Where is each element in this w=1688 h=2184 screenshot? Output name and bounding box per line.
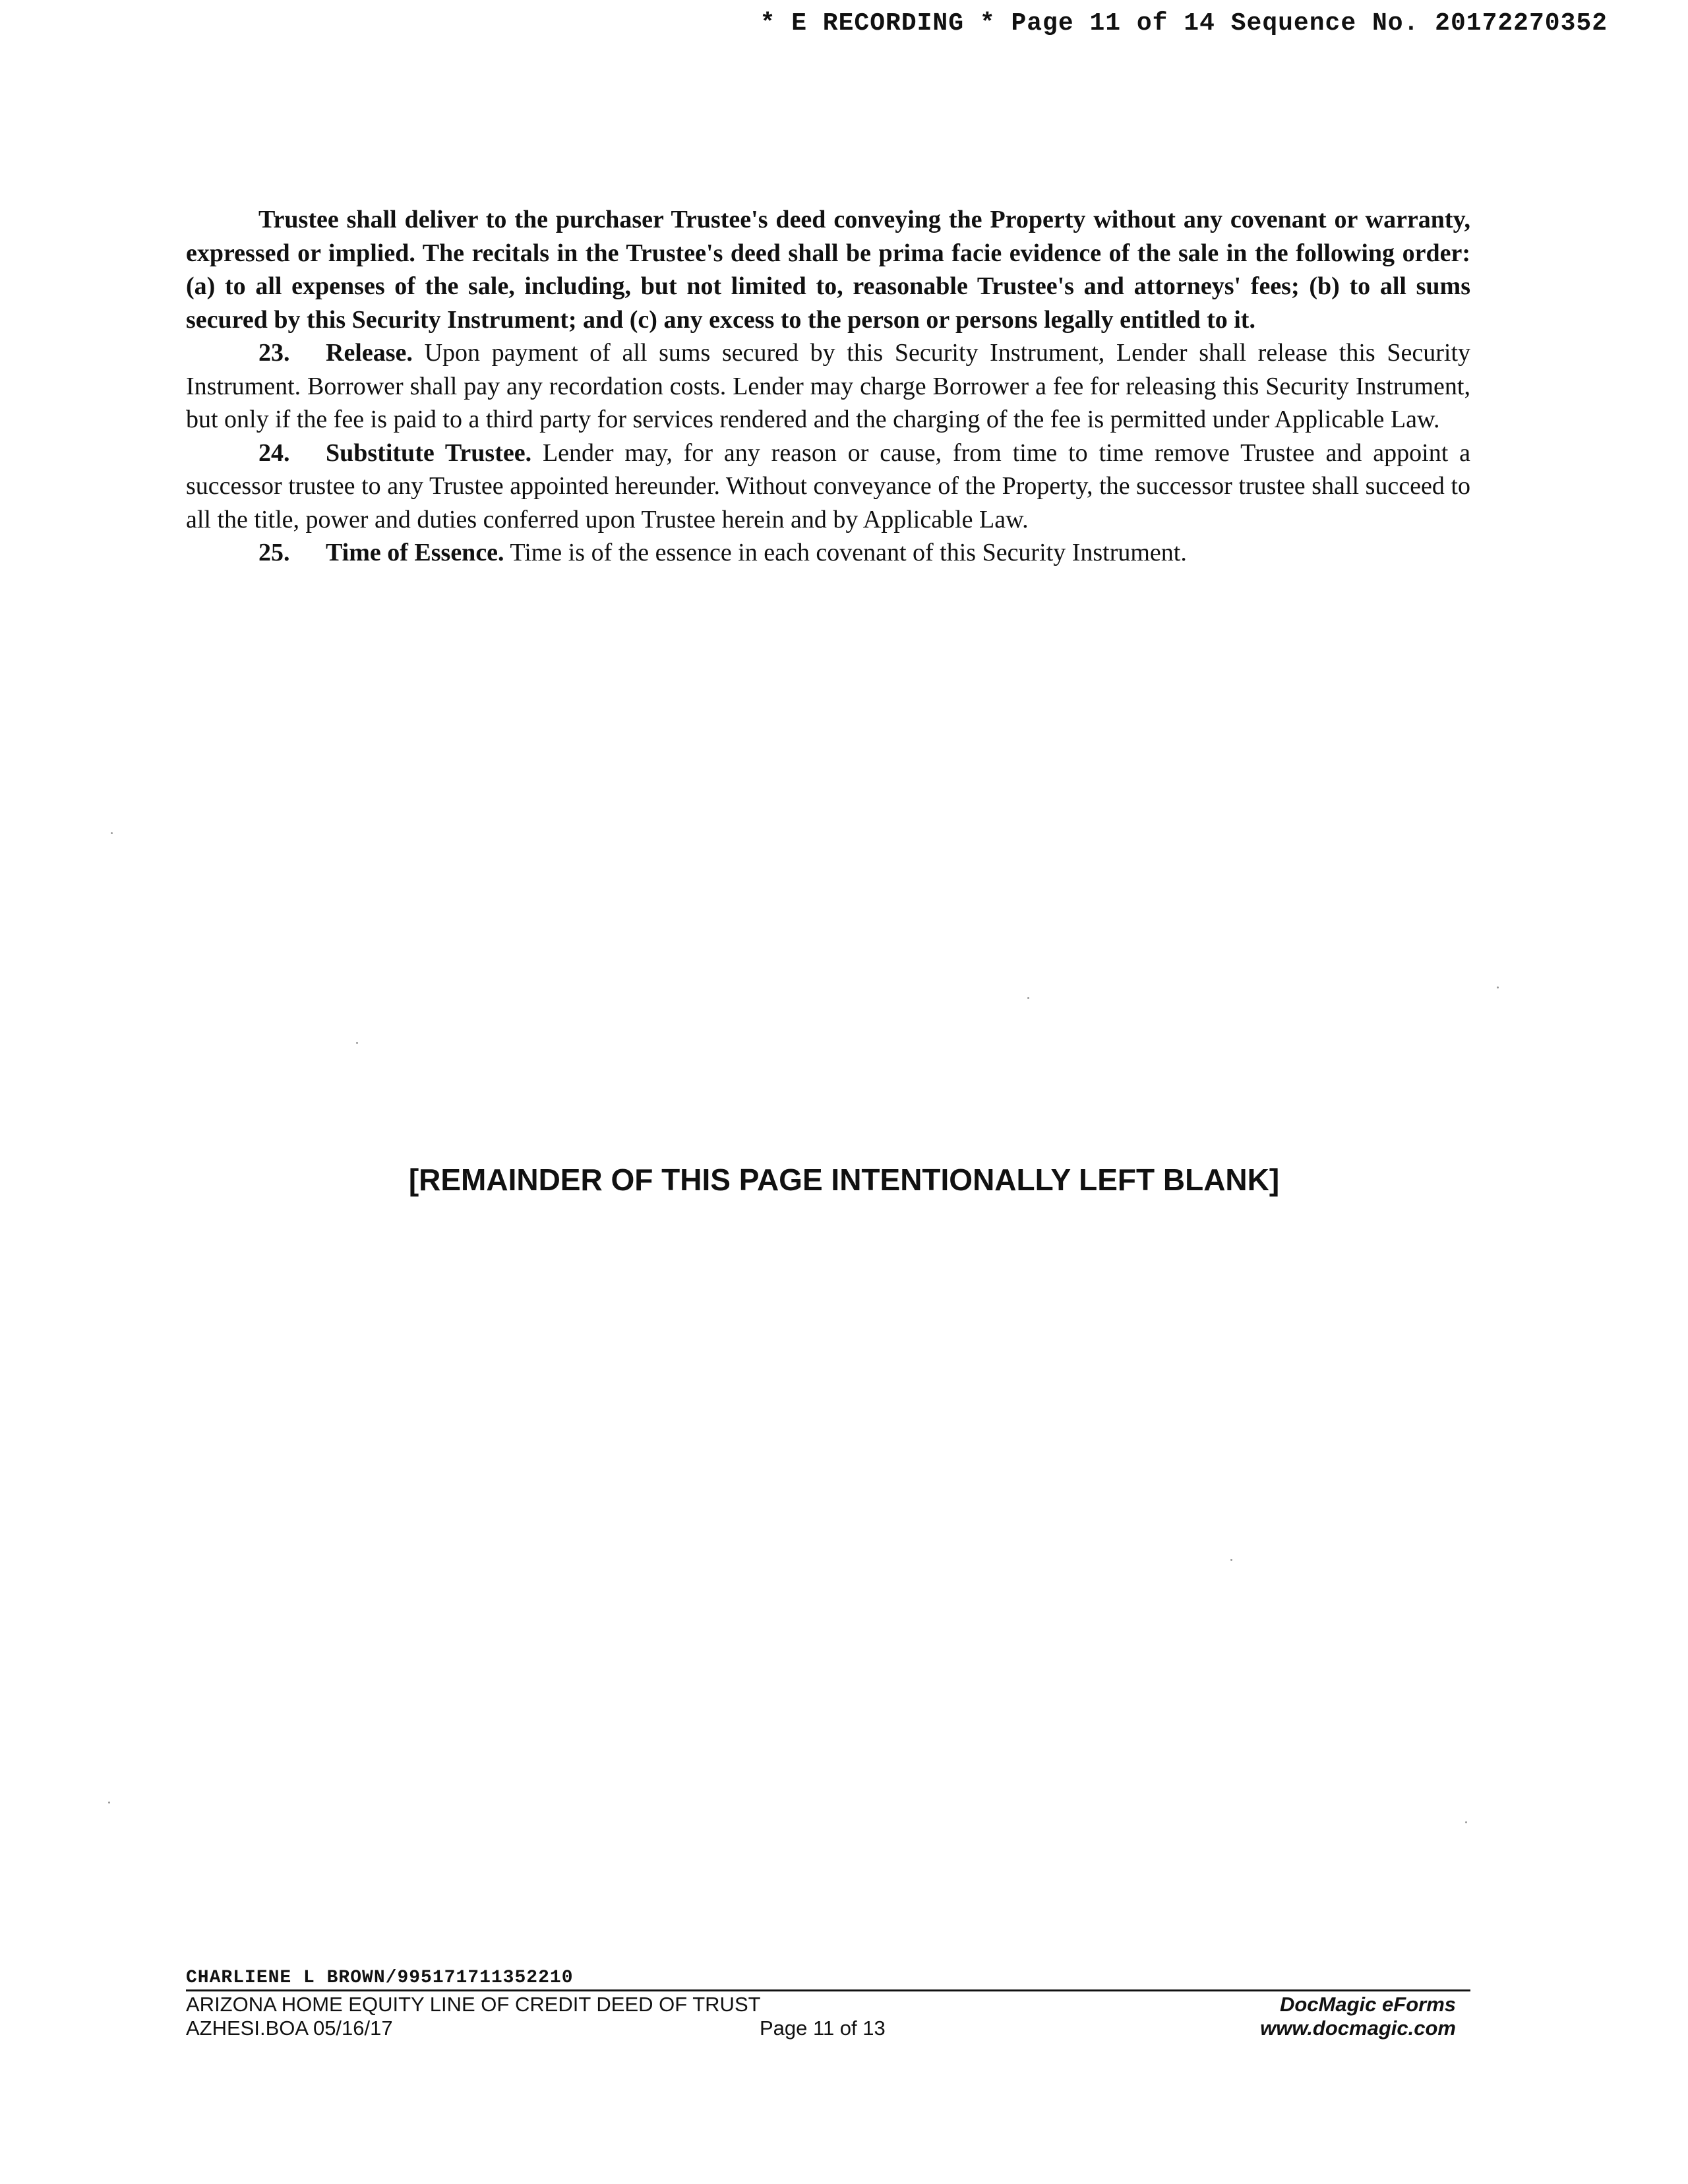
section-number: 24. (258, 439, 290, 467)
page-footer (186, 1968, 1470, 2039)
scan-speck (1230, 1559, 1232, 1561)
scan-speck (1465, 1821, 1467, 1823)
scan-speck (111, 832, 113, 834)
scan-speck (1027, 997, 1029, 999)
section-text: Lender may, for any reason or cause, from time to time remove Trustee and appoint a successor trustee to any Trustee appointed hereunder. Without conveyance of the Property, the successor trustee shall succeed to all the title, power and duties conferred upon Trustee herein and by Applicable Law. (186, 439, 1470, 533)
scan-speck (1497, 986, 1499, 988)
borrower-loan-id: CHARLIENE L BROWN/995171711352210 (186, 1968, 1470, 1991)
section-heading: Substitute Trustee. (326, 439, 532, 467)
section-23 (186, 336, 1470, 437)
section-text: Time is of the essence in each covenant of this Security Instrument. (510, 539, 1187, 566)
section-25 (186, 536, 1470, 570)
document-body (186, 203, 1470, 570)
form-title: ARIZONA HOME EQUITY LINE OF CREDIT DEED OF TRUST (186, 1993, 761, 2016)
section-number: 25. (258, 539, 290, 566)
footer-row-1 (186, 1991, 1470, 2015)
docmagic-logo: DocMagic eForms (1279, 1993, 1456, 2016)
form-code: AZHESI.BOA 05/16/17 (186, 2017, 393, 2040)
page-number: Page 11 of 13 (760, 2017, 886, 2040)
section-heading: Time of Essence. (326, 539, 504, 566)
website-link[interactable]: www.docmagic.com (1260, 2017, 1456, 2040)
blank-page-notice: [REMAINDER OF THIS PAGE INTENTIONALLY LEFT BLANK] (408, 1163, 1280, 1197)
scan-speck (108, 1802, 110, 1804)
section-text: Upon payment of all sums secured by this Security Instrument, Lender shall release this Security Instrument. Borrower shall pay any recordation costs. Lender may charge Borrower a fee for releasing this Security Instrument, but only if the fee is paid to a third party for services rendered and the charging of the fee is permitted under Applicable Law. (186, 339, 1470, 433)
section-number: 23. (258, 339, 290, 367)
recording-stamp: * E RECORDING * Page 11 of 14 Sequence No. 20172270352 (760, 9, 1608, 38)
footer-row-2 (186, 2015, 1470, 2039)
scan-speck (356, 1042, 358, 1044)
section-24 (186, 437, 1470, 537)
section-heading: Release. (326, 339, 413, 367)
paragraph-22-continuation: Trustee shall deliver to the purchaser Trustee's deed conveying the Property without any covenant or warranty, expressed or implied. The recitals in the Trustee's deed shall be prima facie evidence of the sale in the following order: (a) to all expenses of the sale, including, but not limited to, reasonable Trustee's and attorneys' fees; (b) to all sums secured by this Security Instrument; and (c) any excess to the person or persons legally entitled to it. (186, 206, 1470, 334)
